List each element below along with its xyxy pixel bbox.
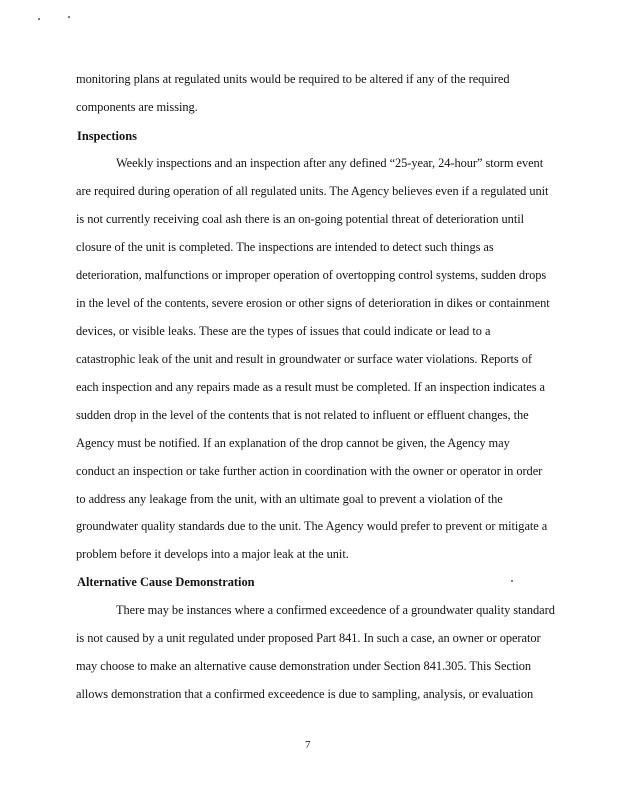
body-text-line: groundwater quality standards due to the unit. The Agency would prefer to prevent or mitigate a	[76, 519, 548, 533]
body-text-line: are required during operation of all regulated units. The Agency believes even if a regulated unit	[76, 184, 549, 198]
body-text-line: is not currently receiving coal ash there is an on-going potential threat of deterioration until	[76, 212, 525, 226]
body-text-line: sudden drop in the level of the contents that is not related to influent or effluent changes, the	[76, 408, 529, 422]
body-text-line: There may be instances where a confirmed exceedence of a groundwater quality standard	[116, 603, 555, 617]
section-heading-inspections: Inspections	[77, 129, 137, 143]
scan-speck	[511, 580, 513, 582]
body-text-line: deterioration, malfunctions or improper operation of overtopping control systems, sudden drops	[76, 268, 547, 282]
body-text-line: to address any leakage from the unit, with an ultimate goal to prevent a violation of the	[76, 492, 503, 506]
body-text-line: allows demonstration that a confirmed exceedence is due to sampling, analysis, or evaluation	[76, 687, 534, 701]
scan-speck	[38, 18, 40, 20]
page-number: 7	[305, 739, 311, 751]
body-text-line: in the level of the contents, severe erosion or other signs of deterioration in dikes or containment	[76, 296, 550, 310]
body-text-line: monitoring plans at regulated units would be required to be altered if any of the required	[76, 72, 510, 86]
body-text-line: Agency must be notified. If an explanation of the drop cannot be given, the Agency may	[76, 436, 510, 450]
body-text-line: problem before it develops into a major leak at the unit.	[76, 547, 349, 561]
body-text-line: components are missing.	[76, 100, 198, 114]
body-text-line: conduct an inspection or take further action in coordination with the owner or operator in order	[76, 464, 543, 478]
section-heading-alternative-cause: Alternative Cause Demonstration	[77, 575, 255, 589]
body-text-line: each inspection and any repairs made as a result must be completed. If an inspection indicates a	[76, 380, 545, 394]
body-text-line: is not caused by a unit regulated under proposed Part 841. In such a case, an owner or operator	[76, 631, 541, 645]
body-text-line: closure of the unit is completed. The inspections are intended to detect such things as	[76, 240, 494, 254]
body-text-line: catastrophic leak of the unit and result in groundwater or surface water violations. Reports of	[76, 352, 532, 366]
body-text-line: Weekly inspections and an inspection after any defined “25-year, 24-hour” storm event	[116, 156, 544, 170]
scan-speck	[68, 16, 70, 18]
body-text-line: may choose to make an alternative cause demonstration under Section 841.305. This Section	[76, 659, 532, 673]
body-text-line: devices, or visible leaks. These are the types of issues that could indicate or lead to a	[76, 324, 491, 338]
